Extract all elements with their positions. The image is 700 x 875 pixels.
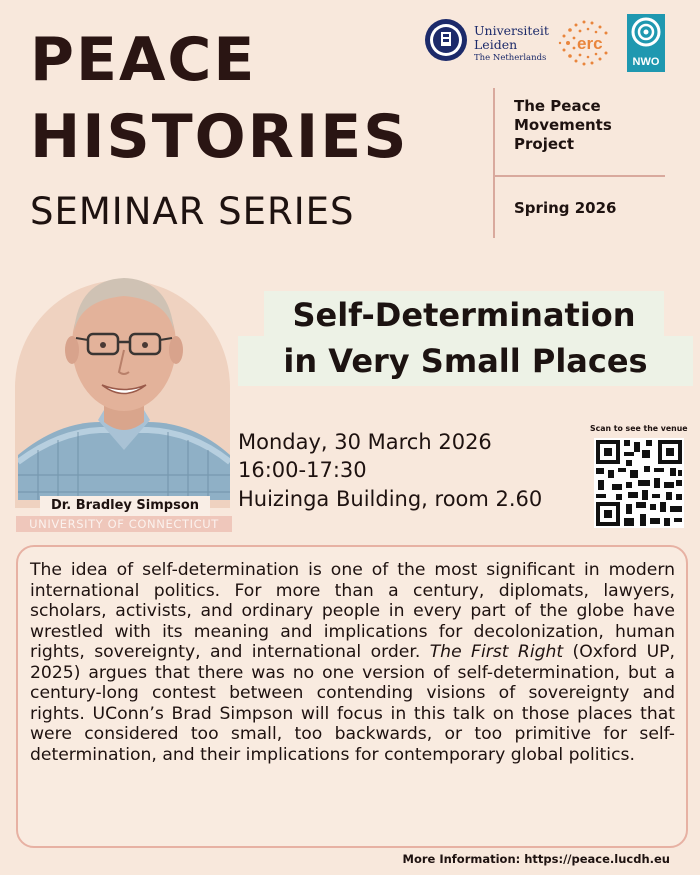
series-title-line2: HISTORIES <box>30 102 409 172</box>
speaker-photo <box>18 250 230 500</box>
leiden-line2: Leiden <box>474 37 518 52</box>
season-label: Spring 2026 <box>514 199 617 217</box>
vertical-divider <box>493 88 495 238</box>
project-name: The Peace Movements Project <box>514 97 612 153</box>
speaker-name: Dr. Bradley Simpson <box>40 496 210 516</box>
more-info-link[interactable]: More Information: https://peace.lucdh.eu <box>402 852 670 866</box>
abstract-part2: (Oxford UP, 2025) argues that there was no one version of self-determination, but a century-long contest between contending visions of sovereignty and rights. UConn’s Brad Simpson will focus in this talk on those places that were considered too small, too backwards, or too primitive for self-determination, and their implications for contemporary global politics. <box>30 642 675 765</box>
nwo-logo <box>627 14 665 72</box>
talk-title-line2: in Very Small Places <box>283 342 648 380</box>
erc-logo <box>556 16 616 70</box>
nwo-swirl-icon <box>627 14 665 54</box>
leiden-line1: Universiteit <box>474 23 549 38</box>
leiden-university-logo <box>424 18 552 70</box>
horizontal-divider <box>493 175 665 177</box>
nwo-text: NWO <box>632 56 660 68</box>
abstract-text <box>30 560 675 765</box>
erc-text: erc <box>577 34 603 53</box>
leiden-wordmark <box>474 24 549 64</box>
series-subtitle: SEMINAR SERIES <box>30 190 355 233</box>
qr-label: Scan to see the venue <box>590 424 688 433</box>
abstract-part1: The idea of self-determination is one of the most significant in modern international politics. For more than a century, diplomats, lawyers, scholars, activists, and ordinary people in every part of the globe have wrestled with its meaning and implications for decolonization, human rights, sovereignty, and international order. <box>30 560 675 662</box>
event-time: 16:00-17:30 <box>238 458 367 482</box>
talk-title-line1: Self-Determination <box>292 296 636 334</box>
series-title-line1: PEACE <box>30 25 257 95</box>
event-venue: Huizinga Building, room 2.60 <box>238 487 543 511</box>
leiden-line3: The Netherlands <box>474 53 547 63</box>
book-title: The First Right <box>429 642 564 662</box>
event-date: Monday, 30 March 2026 <box>238 430 492 454</box>
speaker-affiliation: UNIVERSITY OF CONNECTICUT <box>16 516 232 532</box>
leiden-seal-icon <box>424 18 468 62</box>
venue-qr-code[interactable] <box>594 438 684 528</box>
